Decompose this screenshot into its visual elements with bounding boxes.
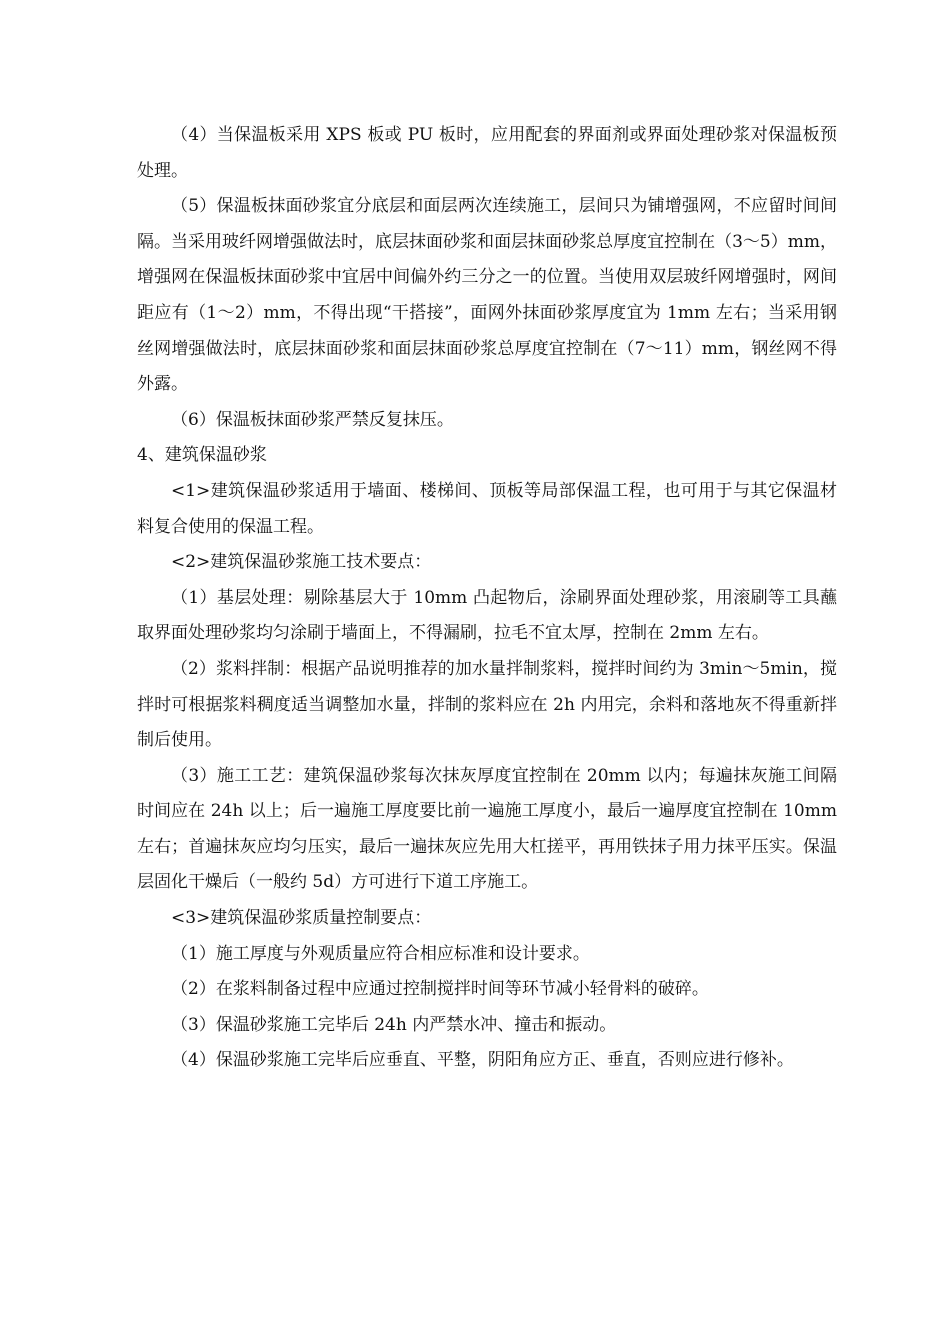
subheading-technical-points: <2>建筑保温砂浆施工技术要点：: [171, 552, 432, 573]
paragraph-mixing: （2）浆料拌制：根据产品说明推荐的加水量拌制浆料，搅拌时间约为 3min～5min，搅拌时可根据浆料稠度适当调整加水量，拌制的浆料应在 2h 内用完，余料和落地灰不得重新拌制后使用。: [137, 658, 837, 751]
paragraph-xps-pu-board: （4）当保温板采用 XPS 板或 PU 板时，应用配套的界面剂或界面处理砂浆对保温板预处理。: [137, 125, 837, 181]
paragraph-quality-3: （3）保温砂浆施工完毕后 24h 内严禁水冲、撞击和振动。: [171, 1014, 617, 1035]
paragraph-quality-1: （1）施工厚度与外观质量应符合相应标准和设计要求。: [171, 943, 590, 964]
paragraph-scope: <1>建筑保温砂浆适用于墙面、楼梯间、顶板等局部保温工程，也可用于与其它保温材料复合使用的保温工程。: [137, 480, 837, 537]
paragraph-quality-2: （2）在浆料制备过程中应通过控制搅拌时间等环节减小轻骨料的破碎。: [171, 979, 709, 1000]
section-heading: 4、建筑保温砂浆: [137, 445, 267, 466]
subheading-quality-control: <3>建筑保温砂浆质量控制要点：: [171, 908, 432, 929]
paragraph-no-repeat-pressing: （6）保温板抹面砂浆严禁反复抹压。: [171, 409, 454, 430]
paragraph-quality-4: （4）保温砂浆施工完毕后应垂直、平整，阴阳角应方正、垂直，否则应进行修补。: [171, 1050, 794, 1071]
paragraph-mortar-layers: （5）保温板抹面砂浆宜分底层和面层两次连续施工，层间只为铺增强网，不应留时间间隔。当采用玻纤网增强做法时，底层抹面砂浆和面层抹面砂浆总厚度宜控制在（3～5）mm，增强网在保温板抹面砂浆中宜居中间偏外约三分之一的位置。当使用双层玻纤网增强时，网间距应有（1～2）mm，不得出现“干搭接”，面网外抹面砂浆厚度宜为 1mm 左右；当采用钢丝网增强做法时，底层抹面砂浆和面层抹面砂浆总厚度宜控制在（7～11）mm，钢丝网不得外露。: [137, 196, 837, 395]
document-body: [137, 118, 837, 1079]
paragraph-base-treatment: （1）基层处理：剔除基层大于 10mm 凸起物后，涂刷界面处理砂浆，用滚刷等工具蘸取界面处理砂浆均匀涂刷于墙面上，不得漏刷，拉毛不宜太厚，控制在 2mm 左右。: [137, 587, 837, 644]
paragraph-process: （3）施工工艺：建筑保温砂浆每次抹灰厚度宜控制在 20mm 以内；每遍抹灰施工间隔时间应在 24h 以上；后一遍施工厚度要比前一遍施工厚度小，最后一遍厚度宜控制在 10mm 左右；首遍抹灰应均匀压实，最后一遍抹灰应先用大杠搓平，再用铁抹子用力抹平压实。保温层固化干燥后（一般约 5d）方可进行下道工序施工。: [137, 765, 837, 893]
